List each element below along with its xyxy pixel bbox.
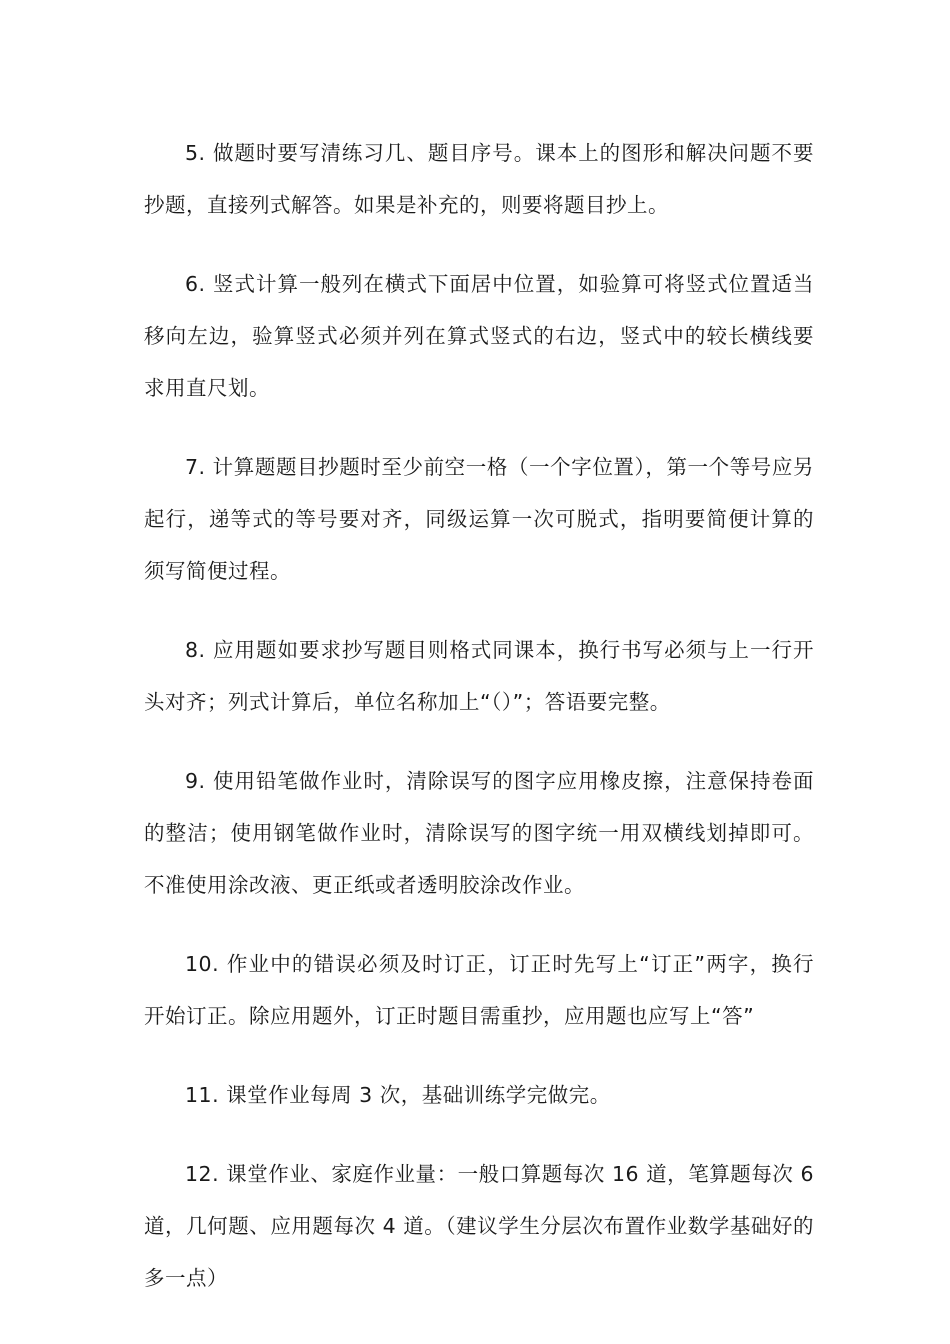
paragraph-rule-5: 5. 做题时要写清练习几、题目序号。课本上的图形和解决问题不要抄题，直接列式解答。如果是补充的，则要将题目抄上。 (144, 141, 814, 217)
paragraph-rule-9: 9. 使用铅笔做作业时，清除误写的图字应用橡皮擦，注意保持卷面的整洁；使用钢笔做作业时，清除误写的图字统一用双横线划掉即可。不准使用涂改液、更正纸或者透明胶涂改作业。 (144, 769, 814, 897)
document-body (144, 127, 814, 1331)
paragraph-rule-8: 8. 应用题如要求抄写题目则格式同课本，换行书写必须与上一行开头对齐；列式计算后，单位名称加上“（）”；答语要完整。 (144, 638, 814, 714)
paragraph-rule-12: 12. 课堂作业、家庭作业量：一般口算题每次 16 道，笔算题每次 6 道，几何题、应用题每次 4 道。（建议学生分层次布置作业数学基础好的多一点） (144, 1162, 814, 1290)
paragraph-rule-11: 11. 课堂作业每周 3 次，基础训练学完做完。 (185, 1083, 611, 1107)
paragraph-rule-10: 10. 作业中的错误必须及时订正，订正时先写上“订正”两字，换行开始订正。除应用题外，订正时题目需重抄，应用题也应写上“答” (144, 952, 814, 1028)
paragraph-rule-6: 6. 竖式计算一般列在横式下面居中位置，如验算可将竖式位置适当移向左边，验算竖式必须并列在算式竖式的右边，竖式中的较长横线要求用直尺划。 (144, 272, 814, 400)
paragraph-rule-7: 7. 计算题题目抄题时至少前空一格（一个字位置），第一个等号应另起行，递等式的等号要对齐，同级运算一次可脱式，指明要简便计算的须写简便过程。 (144, 455, 814, 583)
